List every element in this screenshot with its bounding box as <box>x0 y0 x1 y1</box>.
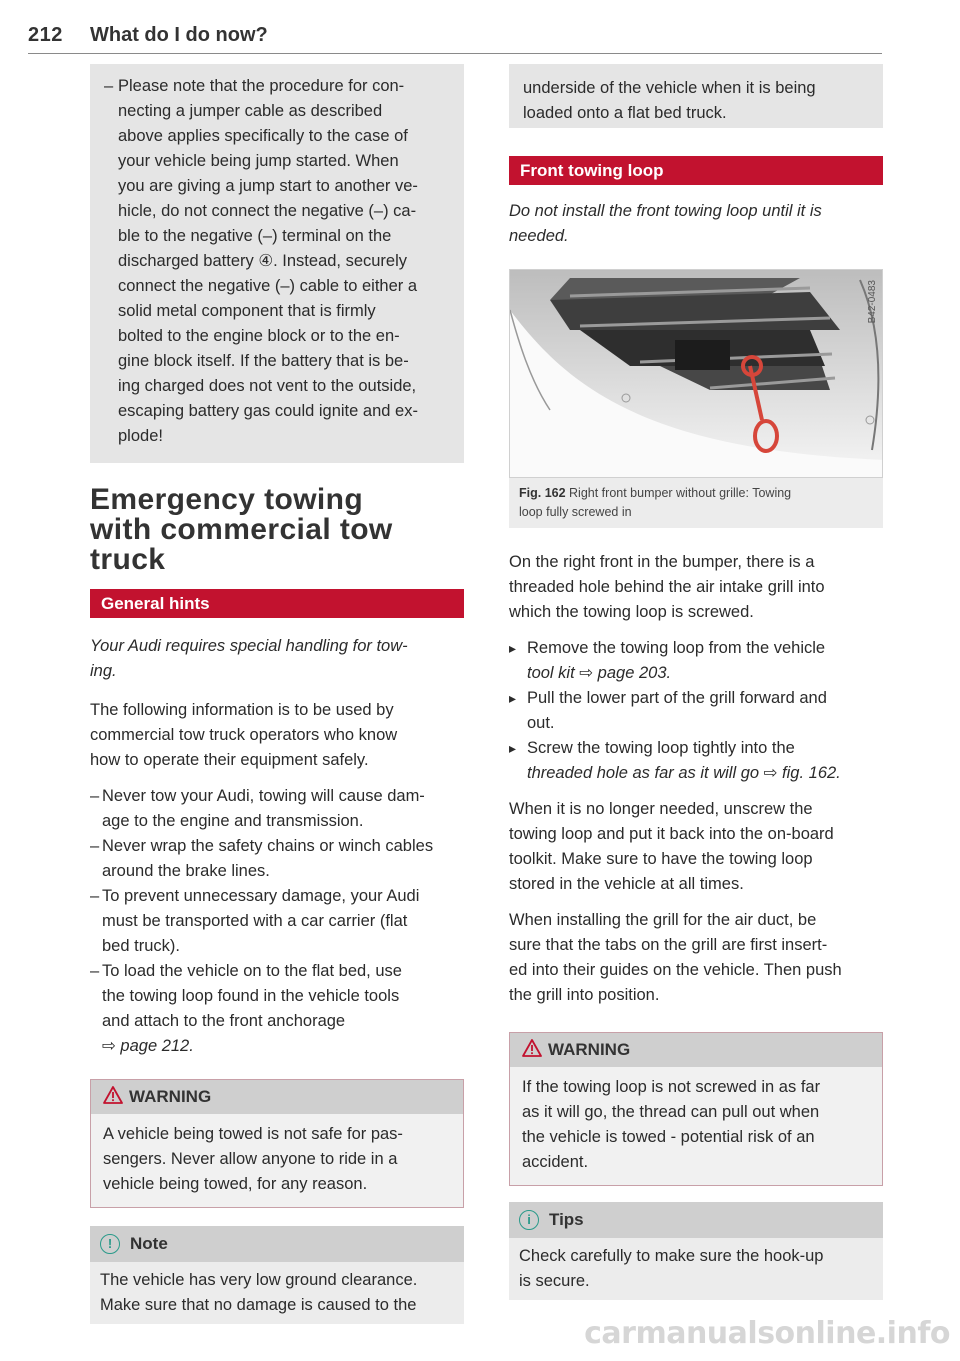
steps-list <box>509 636 883 786</box>
page-reference-link[interactable]: ⇨ page 212. <box>102 1037 194 1055</box>
note-continued-box-right: underside of the vehicle when it is being loaded onto a flat bed truck. <box>509 64 883 128</box>
right-column <box>509 64 883 1300</box>
page-reference-link[interactable]: tool kit ⇨ page 203. <box>527 664 672 682</box>
list-item: – To prevent unnecessary damage, your Audi must be transported with a car carrier (flat bed truck). <box>90 884 464 959</box>
warning-text: If the towing loop is not screwed in as far as it will go, the thread can pull out when the vehicle is towed - potential risk of an accident. <box>510 1067 882 1185</box>
list-item: ▸ Screw the towing loop tightly into the threaded hole as far as it will go ⇨ fig. 162. <box>509 736 883 786</box>
note-continued-box <box>90 64 464 463</box>
list-item: – Never tow your Audi, towing will cause dam- age to the engine and transmission. <box>90 784 464 834</box>
lead-text: Your Audi requires special handling for tow- ing. <box>90 637 408 680</box>
figure-reference-link[interactable]: threaded hole as far as it will go ⇨ fig. 162. <box>527 764 841 782</box>
watermark: carmanualsonline.info <box>584 1316 950 1351</box>
warning-header <box>510 1033 882 1067</box>
note-continued-item: – Please note that the procedure for con- necting a jumper cable as described above applies specifically to the case of your vehicle being jump started. When you are giving a jump start to another ve- hicle, do not connect the negative (–) ca- ble to the negative (–) terminal on the discharged battery ④. Instead, securely connect the negative (–) cable to either a solid metal component that is firmly bolted to the engine block or to the en- gine block itself. If the battery that is be- ing charged does not vent to the outside, escaping battery gas could ignite and ex- plode! <box>104 74 450 449</box>
exclamation-circle-icon: ! <box>100 1234 120 1254</box>
info-circle-icon: i <box>519 1210 539 1230</box>
figure-162-image <box>509 269 883 478</box>
warning-triangle-icon <box>103 1082 123 1116</box>
page-number: 212 <box>28 24 63 46</box>
note-header <box>90 1226 464 1262</box>
subsection-general-hints: General hints <box>90 589 464 618</box>
note-title: Note <box>130 1234 168 1253</box>
paragraph-install-grill: When installing the grill for the air duct, be sure that the tabs on the grill are first insert- ed into their guides on the vehicle. Then push the grill into position. <box>509 911 842 1004</box>
figure-caption: Fig. 162 Right front bumper without grille: Towing loop fully screwed in <box>509 478 883 528</box>
intro-paragraph: The following information is to be used by commercial tow truck operators who know how to operate their equipment safely. <box>90 701 398 769</box>
list-item: – To load the vehicle on to the flat bed, use the towing loop found in the vehicle tools and attach to the front anchorage ⇨ page 212. <box>90 959 464 1059</box>
warning-box-right <box>509 1032 883 1186</box>
page-header <box>28 24 882 54</box>
lead-text-right: Do not install the front towing loop until it is needed. <box>509 202 822 245</box>
note-box <box>90 1226 464 1324</box>
tips-header <box>509 1202 883 1238</box>
tips-title: Tips <box>549 1210 584 1229</box>
hints-list <box>90 784 464 1059</box>
tips-box <box>509 1202 883 1300</box>
bumper-illustration <box>510 270 883 478</box>
intro-paragraph-right: On the right front in the bumper, there is a threaded hole behind the air intake grill into which the towing loop is screwed. <box>509 553 825 621</box>
warning-triangle-icon <box>522 1035 542 1069</box>
list-item: ▸ Pull the lower part of the grill forward and out. <box>509 686 883 736</box>
warning-header <box>91 1080 463 1114</box>
chapter-title: What do I do now? <box>90 24 268 46</box>
section-title: Emergency towing with commercial tow truck <box>90 483 393 576</box>
figure-label: Fig. 162 <box>519 486 566 500</box>
figure-code: B42-0483 <box>867 280 878 324</box>
list-item: – Never wrap the safety chains or winch cables around the brake lines. <box>90 834 464 884</box>
warning-box <box>90 1079 464 1208</box>
paragraph-unscrew: When it is no longer needed, unscrew the towing loop and put it back into the on-board toolkit. Make sure to have the towing loop stored in the vehicle at all times. <box>509 800 834 893</box>
tips-text: Check carefully to make sure the hook-up is secure. <box>519 1247 824 1290</box>
warning-title: WARNING <box>548 1040 631 1059</box>
subsection-front-towing-loop: Front towing loop <box>509 156 883 185</box>
note-text: The vehicle has very low ground clearance. Make sure that no damage is caused to the <box>100 1271 418 1314</box>
list-item: ▸ Remove the towing loop from the vehicle tool kit ⇨ page 203. <box>509 636 883 686</box>
left-column <box>90 64 464 1324</box>
warning-title: WARNING <box>129 1087 212 1106</box>
warning-text: A vehicle being towed is not safe for pas- sengers. Never allow anyone to ride in a vehicle being towed, for any reason. <box>91 1114 463 1207</box>
